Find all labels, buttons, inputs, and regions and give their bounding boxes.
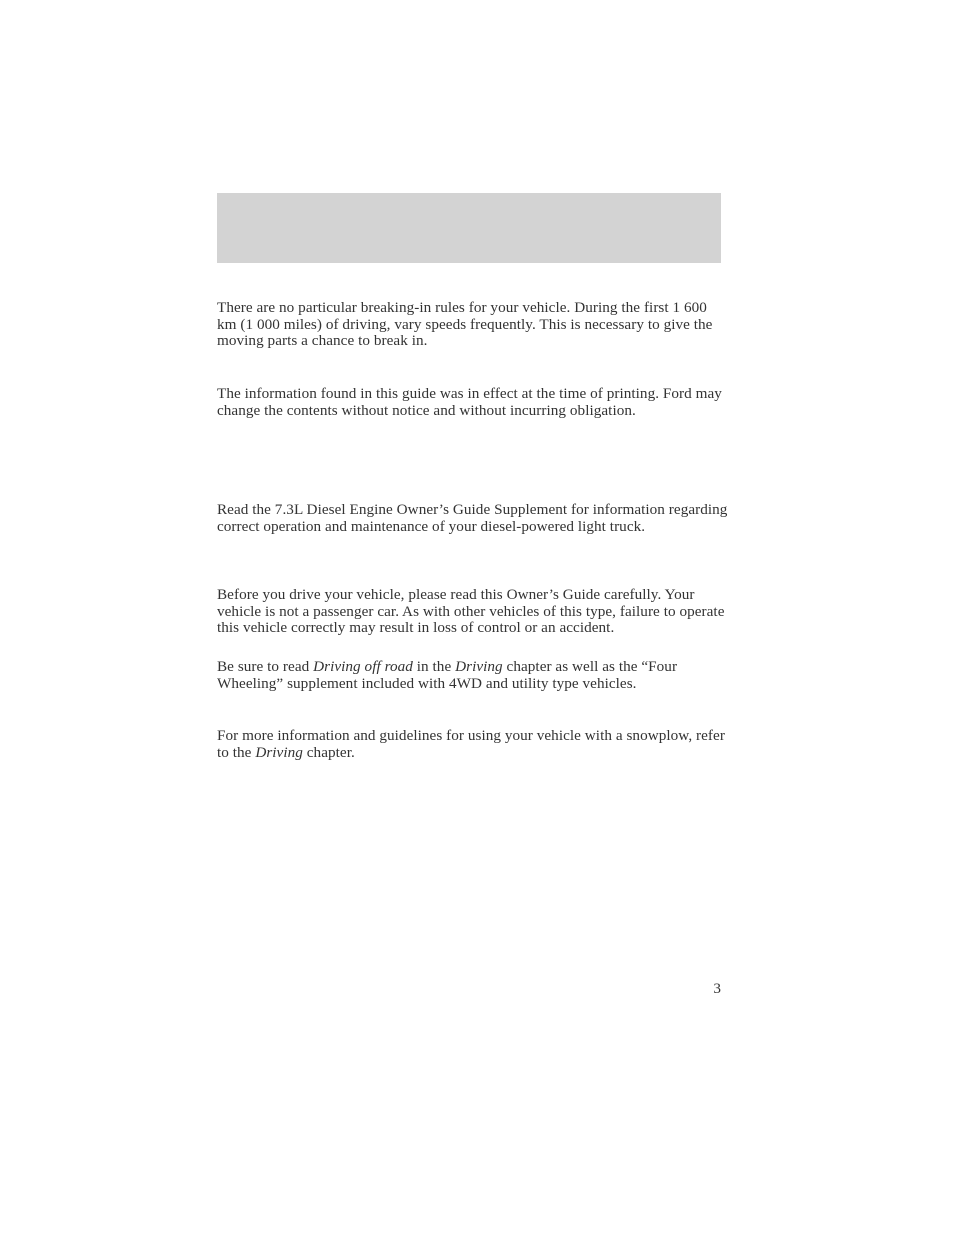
text-run: chapter. [302,743,355,761]
before-drive-paragraph: Before you drive your vehicle, please read this Owner’s Guide carefully. Your vehicle is not a passenger car. As with other vehicles of this type, failure to operate this vehicle correctly may result in loss of control or an accident. [217,586,725,637]
diesel-paragraph: Read the 7.3L Diesel Engine Owner’s Guide Supplement for information regarding correct operation and maintenance of your diesel-powered light truck. [217,501,728,535]
text-run: Be sure to read [217,658,314,675]
driving-off-road-paragraph [217,659,729,692]
page-number: 3 [713,980,721,997]
italic-reference: Driving [455,658,503,675]
italic-reference: Driving off road [313,658,413,675]
text-run: in the [412,658,456,675]
text-run: chapter as well as the “Four Wheeling” supplement included with 4WD and utility type vehicles. [217,658,678,692]
italic-reference: Driving [255,743,303,761]
information-paragraph: The information found in this guide was in effect at the time of printing. Ford may change the contents without notice and without incurring obligation. [217,385,722,419]
break-in-paragraph: There are no particular breaking-in rules for your vehicle. During the first 1 600 km (1 000 miles) of driving, vary speeds frequently. This is necessary to give the moving parts a chance to break in. [217,299,713,350]
section-header-band [217,193,721,263]
snowplow-paragraph [217,728,729,761]
text-run: For more information and guidelines for using your vehicle with a snowplow, refer to the [217,727,725,761]
